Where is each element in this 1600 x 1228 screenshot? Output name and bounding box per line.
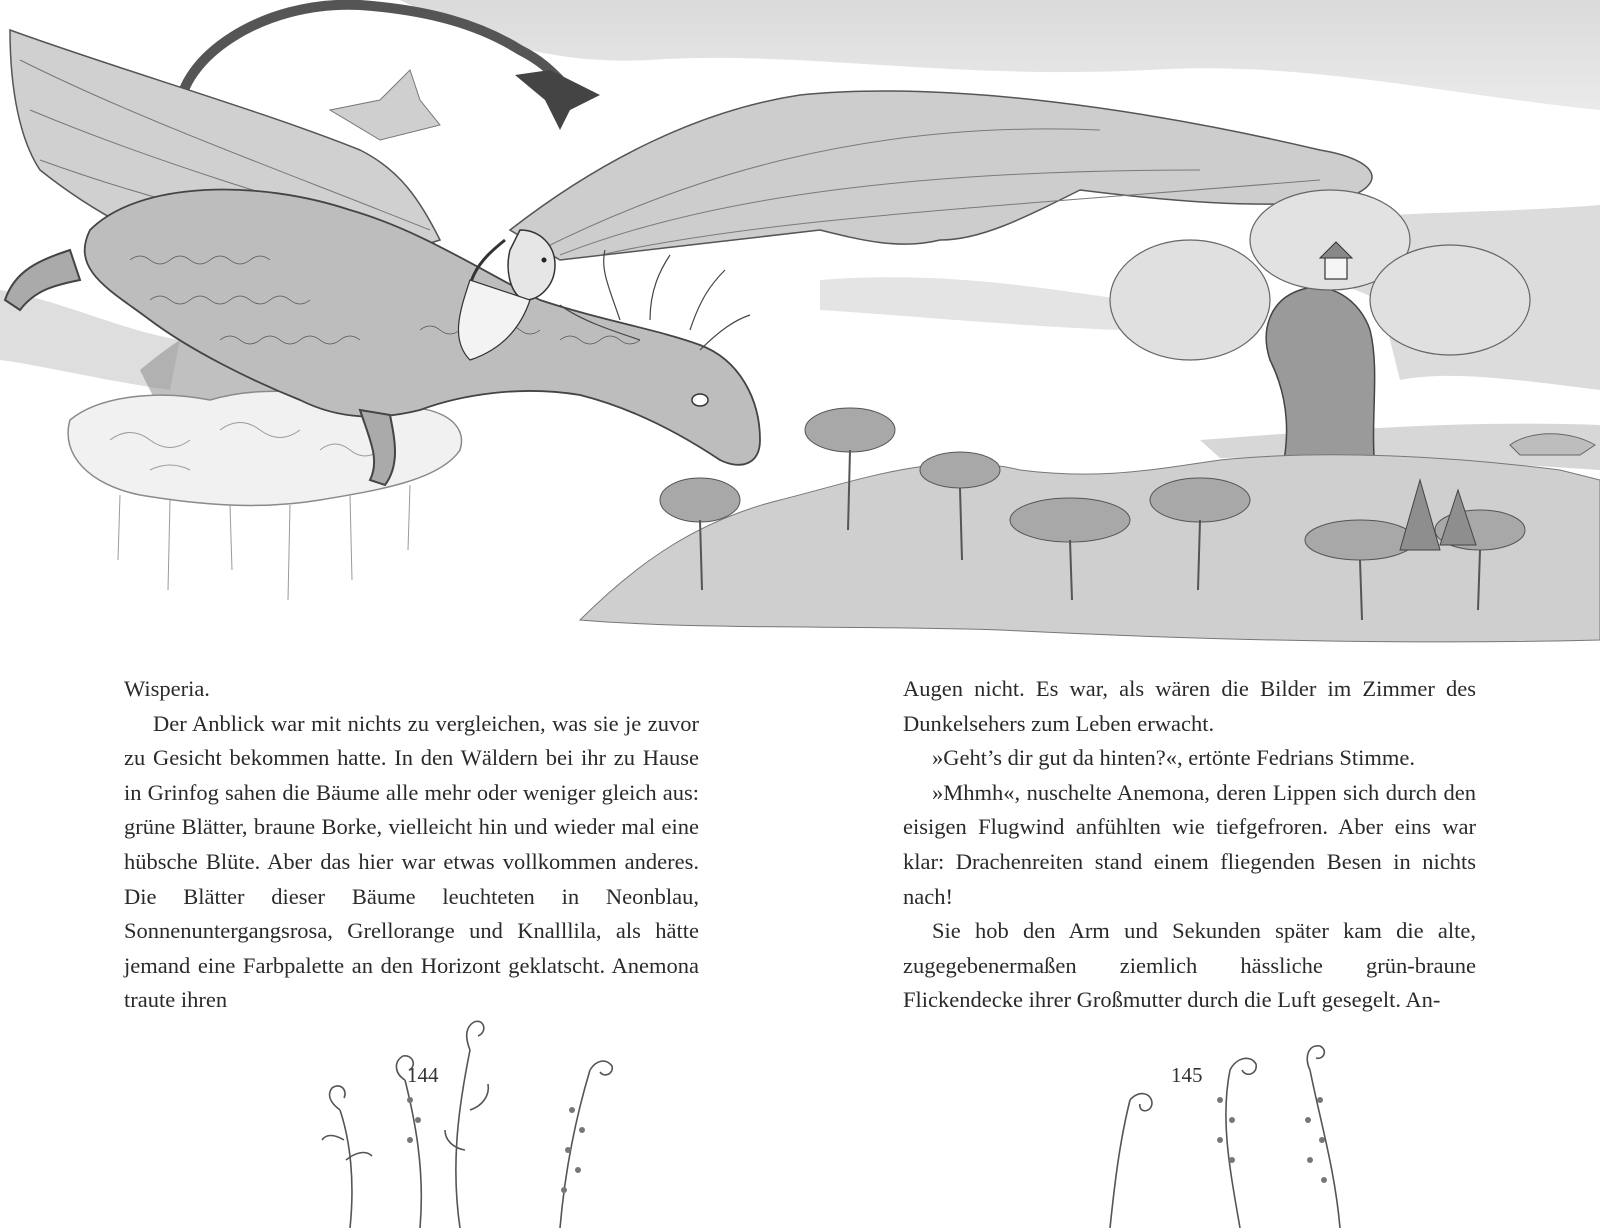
dragon-right-wing [510,91,1372,260]
paragraph: Sie hob den Arm und Sekunden später kam die alte, zugegebenermaßen ziemlich hässliche grün-braune Flickendecke ihrer Großmutter durch die Luft gesegelt. An- [903,918,1476,1013]
right-page-text [903,672,1476,1018]
dragon-tail-tip [515,70,600,130]
forest-hills [580,455,1600,642]
paragraph: Wisperia. [124,676,210,701]
paragraph: »Geht’s dir gut da hinten?«, ertönte Fedrians Stimme. [932,745,1416,771]
paragraph: »Mhmh«, nuschelte Anemona, deren Lippen sich durch den eisigen Flugwind anfühlten wie tiefgefroren. Aber eins war klar: Drachenreiten stand einem fliegenden Besen in nichts nach! [903,779,1476,909]
paragraph: Augen nicht. Es war, als wären die Bilder im Zimmer des Dunkelsehers zum Leben erwacht. [903,676,1476,736]
page-number-right: 145 [1171,1063,1203,1087]
paragraph: Der Anblick war mit nichts zu vergleichen, was sie je zuvor zu Gesicht bekommen hatte. In den Wäldern bei ihr zu Hause in Grinfog sahen die Bäume alle mehr oder weniger gleich aus: grüne Blätter, braune Borke, vielleicht hin und wieder mal eine hübsche Blüte. Aber das hier war etwas vollkommen anderes. Die Blätter dieser Bäume leuchteten in Neonblau, Sonnenuntergangsrosa, Grellorange und Knalllila, als hätte jemand eine Farbpalette an den Horizont geklatscht. Anemona traute ihren [124,710,699,1013]
dragon-eye [692,394,708,406]
left-page-text [124,672,699,1018]
page-number-left: 144 [407,1063,439,1087]
fern-ornament-left [310,1010,640,1228]
fern-ornament-right [1070,1010,1390,1228]
sky-wash-mid [820,277,1130,330]
mountain [330,70,440,140]
